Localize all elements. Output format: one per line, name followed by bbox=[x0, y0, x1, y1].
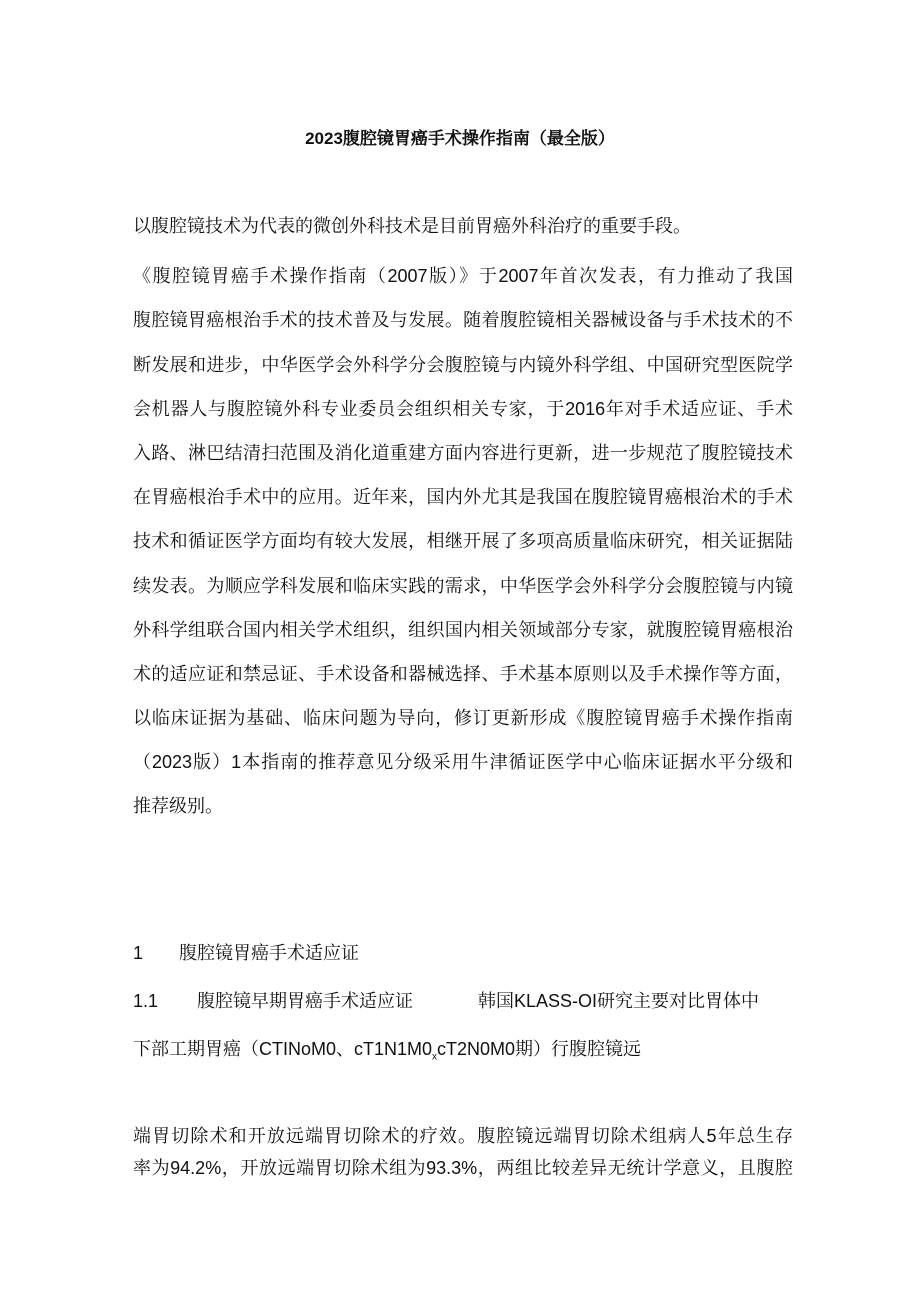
paragraph-line: 会机器人与腹腔镜外科专业委员会组织相关专家，于2016年对手术适应证、手术 bbox=[133, 399, 793, 419]
paragraph-line: 《腹腔镜胃癌手术操作指南（2007版）》于2007年首次发表，有力推动了我国 bbox=[133, 266, 793, 286]
text-segment: 下部工期胃癌（CTINoM0、cT1N1M0 bbox=[133, 1039, 433, 1059]
section-title: 腹腔镜早期胃癌手术适应证 bbox=[197, 991, 413, 1011]
paragraph-line: 腹腔镜胃癌根治手术的技术普及与发展。随着腹腔镜相关器械设备与手术技术的不 bbox=[133, 310, 793, 330]
paragraph-line: 以临床证据为基础、临床问题为导向，修订更新形成《腹腔镜胃癌手术操作指南 bbox=[133, 708, 793, 728]
paragraph-line: 外科学组联合国内相关学术组织，组织国内相关领域部分专家，就腹腔镜胃癌根治 bbox=[133, 620, 793, 640]
text-segment: cT2N0M0期）行腹腔镜远 bbox=[437, 1039, 642, 1059]
subscript: x bbox=[432, 1051, 438, 1063]
section-number: 1.1 bbox=[133, 991, 159, 1011]
paragraph-line: 入路、淋巴结清扫范围及消化道重建方面内容进行更新，进一步规范了腹腔镜技术 bbox=[133, 443, 793, 463]
paragraph-line: 韩国KLASS-OI研究主要对比胃体中 bbox=[478, 991, 760, 1011]
paragraph-line: 在胃癌根治手术中的应用。近年来，国内外尤其是我国在腹腔镜胃癌根治术的手术 bbox=[133, 487, 793, 507]
paragraph-line: 端胃切除术和开放远端胃切除术的疗效。腹腔镜远端胃切除术组病人5年总生存 bbox=[133, 1126, 793, 1146]
paragraph-line bbox=[133, 1037, 641, 1070]
paragraph-line: 术的适应证和禁忌证、手术设备和器械选择、手术基本原则以及手术操作等方面， bbox=[133, 664, 793, 684]
paragraph-line: 断发展和进步，中华医学会外科学分会腹腔镜与内镜外科学组、中国研究型医院学 bbox=[133, 355, 793, 375]
paragraph-line: 续发表。为顺应学科发展和临床实践的需求，中华医学会外科学分会腹腔镜与内镜 bbox=[133, 576, 793, 596]
page-title: 2023腹腔镜胃癌手术操作指南（最全版） bbox=[305, 129, 615, 148]
paragraph-line: 以腹腔镜技术为代表的微创外科技术是目前胃癌外科治疗的重要手段。 bbox=[133, 216, 691, 236]
paragraph-line: （2023版）1本指南的推荐意见分级采用牛津循证医学中心临床证据水平分级和 bbox=[133, 752, 793, 772]
section-title: 腹腔镜胃癌手术适应证 bbox=[179, 943, 359, 963]
paragraph-line: 推荐级别。 bbox=[133, 796, 223, 816]
paragraph-line: 技术和循证医学方面均有较大发展，相继开展了多项高质量临床研究，相关证据陆 bbox=[133, 531, 793, 551]
paragraph-line: 率为94.2%，开放远端胃切除术组为93.3%，两组比较差异无统计学意义，且腹腔 bbox=[133, 1158, 793, 1178]
section-number: 1 bbox=[133, 943, 144, 963]
